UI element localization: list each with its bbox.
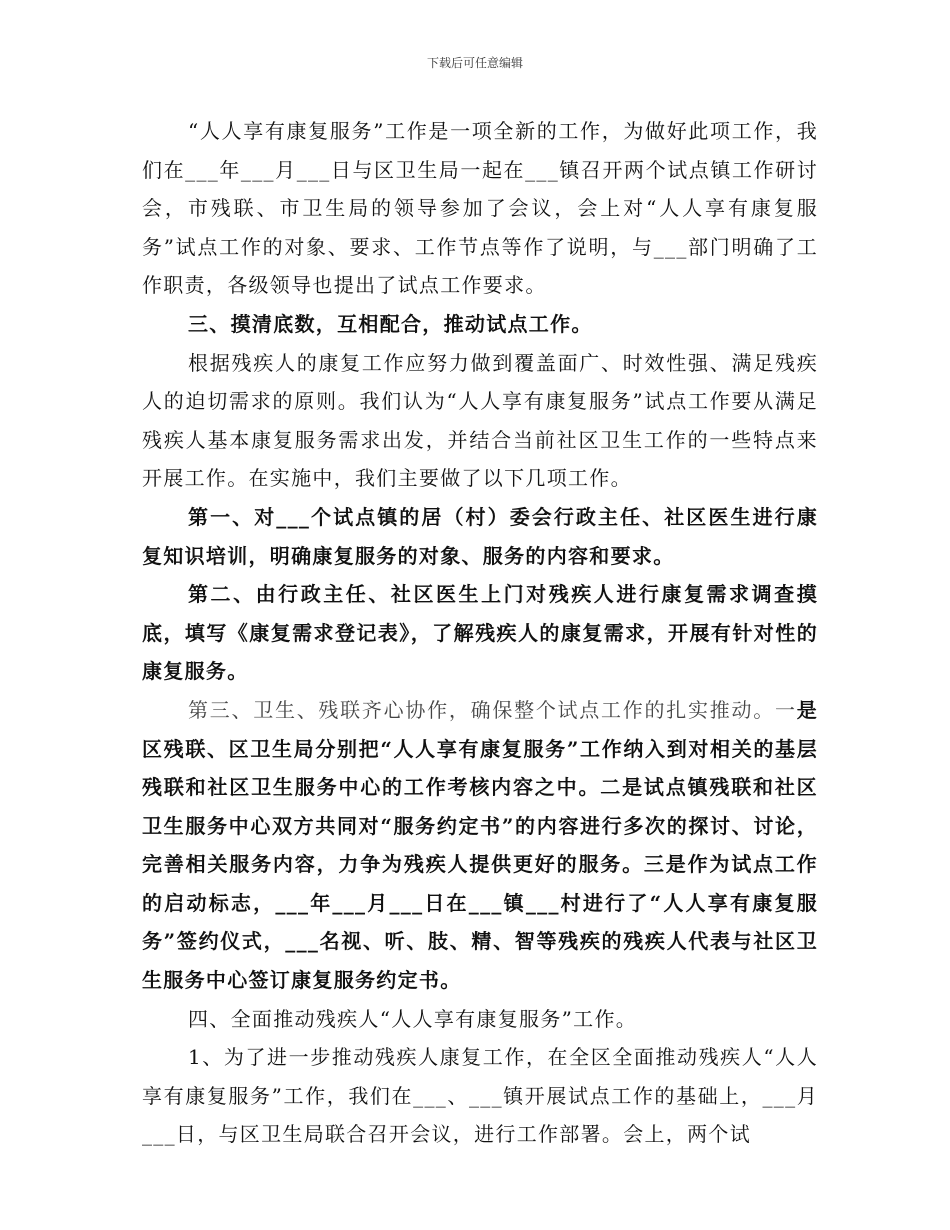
paragraph-first: 第一、对___个试点镇的居（村）委会行政主任、社区医生进行康复知识培训，明确康复服务的对象、服务的内容和要求。: [142, 504, 818, 568]
paragraph-third: [142, 691, 818, 1000]
paragraph-third-lead: 第三、卫生、残联齐心协作，确保整个试点工作的扎实推动。一: [188, 697, 797, 722]
page-header: 下载后可任意编辑: [426, 56, 523, 70]
paragraph-principle: 根据残疾人的康复工作应努力做到覆盖面广、时效性强、满足残疾人的迫切需求的原则。我们认为“人人享有康复服务”试点工作要从满足残疾人基本康复服务需求出发，并结合当前社区卫生工作的一些特点来开展工作。在实施中，我们主要做了以下几项工作。: [142, 350, 818, 491]
section-heading-4: 四、全面推动残疾人“人人享有康复服务”工作。: [188, 1006, 638, 1031]
paragraph-item-1: 1、为了进一步推动残疾人康复工作，在全区全面推动残疾人“人人享有康复服务”工作，我们在___、___镇开展试点工作的基础上，___月___日，与区卫生局联合召开会议，进行工作部署。会上，两个试: [142, 1045, 818, 1147]
paragraph-second: 第二、由行政主任、社区医生上门对残疾人进行康复需求调查摸底，填写《康复需求登记表》，了解残疾人的康复需求，开展有针对性的康复服务。: [142, 582, 818, 684]
document-body: [142, 112, 818, 1154]
section-heading-3: 三、摸清底数，互相配合，推动试点工作。: [188, 311, 593, 336]
paragraph-third-rest: 是区残联、区卫生局分别把“人人享有康复服务”工作纳入到对相关的基层残联和社区卫生服务中心的工作考核内容之中。二是试点镇残联和社区卫生服务中心双方共同对“服务约定书”的内容进行多次的探讨、讨论，完善相关服务内容，力争为残疾人提供更好的服务。三是作为试点工作的启动标志，___年___月___日在___镇___村进行了“人人享有康复服务”签约仪式，___名视、听、肢、精、智等残疾的残疾人代表与社区卫生服务中心签订康复服务约定书。: [142, 697, 818, 993]
paragraph-seminar: “人人享有康复服务”工作是一项全新的工作，为做好此项工作，我们在___年___月___日与区卫生局一起在___镇召开两个试点镇工作研讨会，市残联、市卫生局的领导参加了会议，会上对“人人享有康复服务”试点工作的对象、要求、工作节点等作了说明，与___部门明确了工作职责，各级领导也提出了试点工作要求。: [142, 119, 818, 298]
